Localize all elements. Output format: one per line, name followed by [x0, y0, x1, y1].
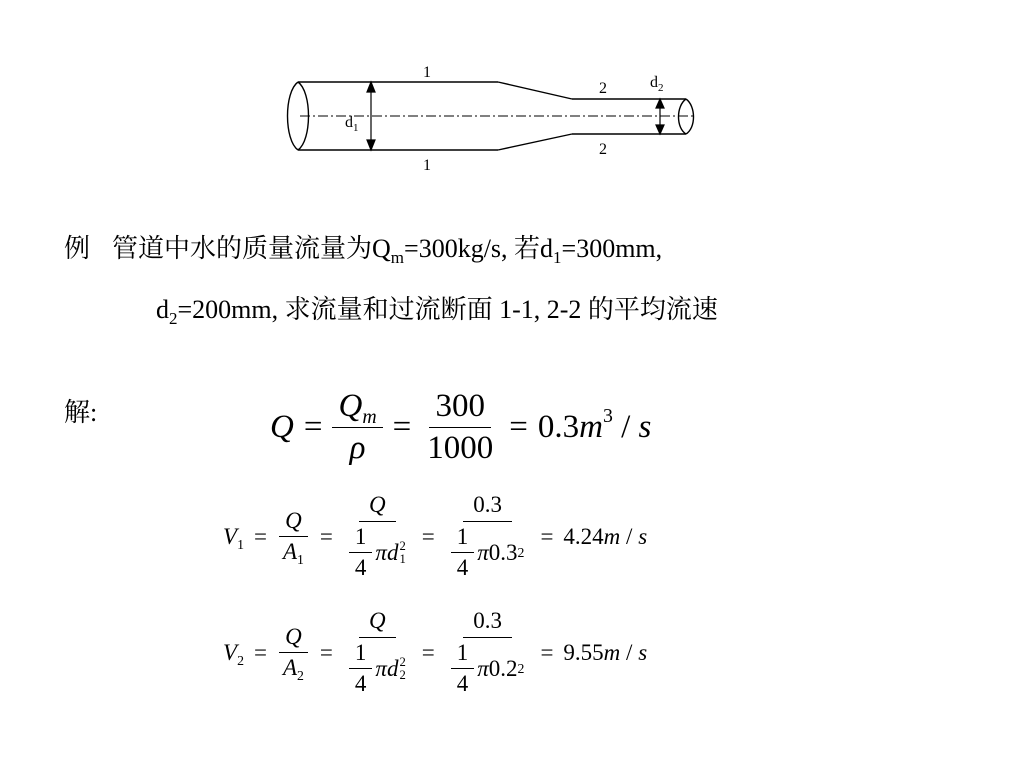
section-1-top-label: 1	[423, 64, 431, 81]
pipe-diagram	[280, 55, 700, 185]
eq-v1-lhs: $V_1$	[223, 523, 244, 552]
eq-v2-fraction-3: 0.3 $\frac{1}{4}$ π 0.2 2	[445, 608, 531, 697]
equation-flow-rate: Q = $\frac{Q_m}{\rho}$ = $\frac{300}{1000}$ = $0.3m^3$ / s	[270, 388, 652, 466]
eq-v1-fraction-3: 0.3 $\frac{1}{4}$ π 0.3 2	[445, 492, 531, 581]
eq-v2-fraction-2: Q $\frac{1}{4}$ π d 2 2	[343, 608, 412, 697]
problem-line-1	[64, 234, 663, 267]
eq-v2-fraction-1: $\frac{Q}{A_2}$	[277, 624, 310, 681]
d1-subscript: 1	[553, 248, 562, 267]
eq-v2-result: 9.55m / s	[563, 639, 648, 665]
section-2-top-label: 2	[599, 80, 607, 97]
eq-v1-fraction-1: $\frac{Q}{A_1}$	[277, 508, 310, 565]
problem-line-2	[156, 295, 718, 328]
equation-velocity-2: $V_2$ = $\frac{Q}{A_2}$ = Q $\frac{1}{4}$ π d 2 2 = 0.3 $\frac{1}{4}$ π 0.2 2 = 9.55m / s	[223, 608, 648, 696]
section-1-bottom-label: 1	[423, 157, 431, 174]
d2-label: $d_2$	[650, 74, 664, 94]
d1-label: $d_1$	[345, 114, 359, 134]
eq-q-result: $0.3m^3$ / s	[537, 405, 652, 445]
qm-subscript: m	[390, 248, 405, 267]
example-prefix: 例	[64, 234, 91, 263]
eq-q-fraction-2: $\frac{300}{1000}$	[427, 388, 494, 466]
eq-q-lhs: Q	[270, 409, 294, 445]
eq-q-fraction-1: $\frac{Q_m}{\rho}$	[332, 388, 382, 467]
problem-text-2: =200mm, 求流量和过流断面 1-1, 2-2 的平均流速	[177, 295, 718, 324]
problem-text-1: 管道中水的质量流量为Q	[112, 234, 391, 263]
problem-text-1b: =300kg/s, 若d	[404, 234, 554, 263]
eq-v1-fraction-2: Q $\frac{1}{4}$ π d 2 1	[343, 492, 412, 581]
problem-text-1c: =300mm,	[561, 234, 663, 263]
eq-v2-lhs: $V_2$	[223, 639, 244, 668]
equation-velocity-1: $V_1$ = $\frac{Q}{A_1}$ = Q $\frac{1}{4}$ π d 2 1 = 0.3 $\frac{1}{4}$ π 0.3 2 = 4.24m / s	[223, 492, 648, 580]
solution-label: 解:	[64, 398, 98, 427]
d2-subscript: 2	[169, 309, 178, 328]
section-2-bottom-label: 2	[599, 141, 607, 158]
d2-text: d	[156, 295, 169, 324]
eq-v1-result: 4.24m / s	[563, 523, 648, 549]
